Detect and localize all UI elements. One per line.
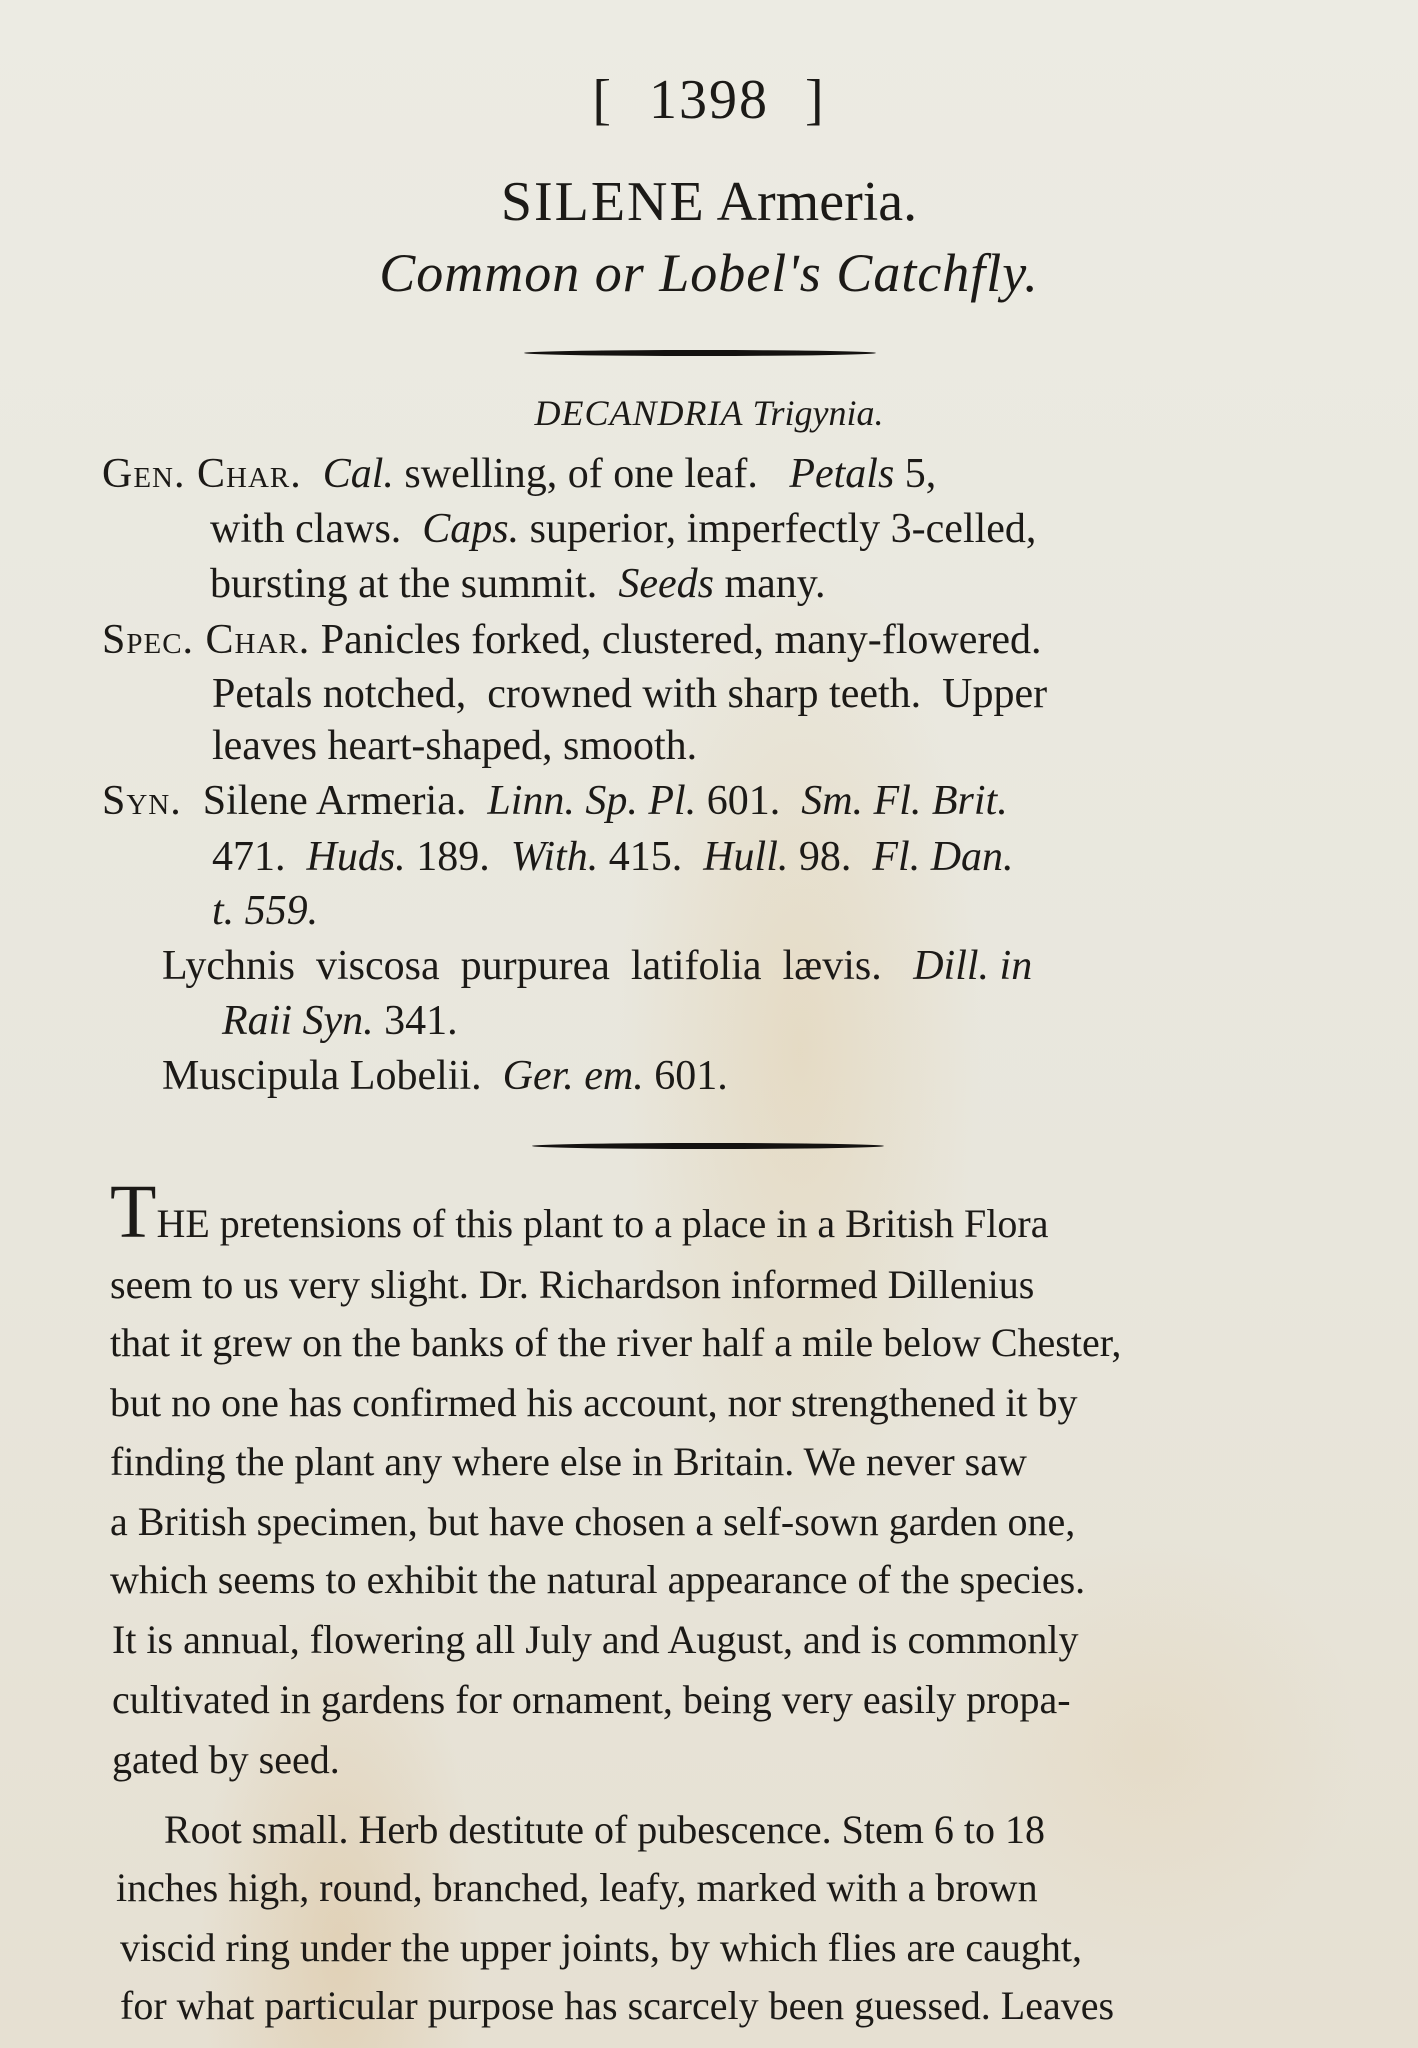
gen-char-label: Gen. Char.	[102, 451, 302, 497]
order-name: Trigynia.	[752, 393, 884, 433]
synonym-line-3: t. 559.	[212, 888, 319, 934]
description-p1-line-5: finding the plant any where else in Britain. We never saw	[110, 1439, 1027, 1484]
description-p2-line-4: for what particular purpose has scarcely been guessed. Leaves	[120, 1983, 1115, 2028]
description-p1-line-8: It is annual, flowering all July and August, and is commonly	[112, 1617, 1079, 1662]
plate-number-header	[0, 68, 1418, 132]
description-p1-line-3: that it grew on the banks of the river half a mile below Chester,	[110, 1320, 1122, 1365]
syn-label: Syn.	[102, 778, 182, 824]
synonym-lychnis-line-1: Lychnis viscosa purpurea latifolia lævis. Dill. in	[162, 943, 1033, 989]
linnaean-classification	[0, 392, 1418, 434]
gen-char-text: Cal. swelling, of one leaf. Petals 5,	[322, 451, 937, 497]
synonym-line-1	[102, 775, 1008, 828]
spec-char-label: Spec. Char.	[102, 617, 311, 663]
syn-text: Silene Armeria. Linn. Sp. Pl. 601. Sm. Fl. Brit.	[202, 778, 1008, 824]
species-title	[0, 170, 1418, 234]
open-bracket: [	[592, 69, 613, 131]
description-p1-line-1: THE pretensions of this plant to a place in a British Flora	[110, 1170, 1049, 1254]
spec-char-text: Panicles forked, clustered, many-flowered.	[320, 617, 1042, 663]
description-p1-line-7: which seems to exhibit the natural appearance of the species.	[110, 1557, 1086, 1602]
description-p1-line-2: seem to us very slight. Dr. Richardson informed Dillenius	[110, 1262, 1035, 1307]
description-p1-line-4: but no one has confirmed his account, nor strengthened it by	[110, 1380, 1078, 1425]
ornamental-rule-top	[524, 350, 876, 356]
specific-character-line-2: Petals notched, crowned with sharp teeth. Upper	[212, 671, 1048, 717]
description-p2-line-3: viscid ring under the upper joints, by which flies are caught,	[120, 1925, 1082, 1970]
ornamental-rule-bottom	[532, 1143, 884, 1149]
description-p1-line-9: cultivated in gardens for ornament, being very easily propa-	[112, 1677, 1071, 1722]
genus-name: SILENE	[500, 171, 706, 233]
description-p2-line-1: Root small. Herb destitute of pubescence. Stem 6 to 18	[164, 1807, 1045, 1852]
class-name: DECANDRIA	[534, 393, 744, 433]
synonym-muscipula: Muscipula Lobelii. Ger. em. 601.	[162, 1053, 728, 1099]
specific-character-line-3: leaves heart-shaped, smooth.	[212, 723, 698, 769]
generic-character-line-2: with claws. Caps. superior, imperfectly 3-celled,	[210, 506, 1037, 552]
description-p2-line-2: inches high, round, branched, leafy, marked with a brown	[116, 1865, 1038, 1910]
specific-character-line-1	[102, 614, 1042, 667]
common-name: Common or Lobel's Catchfly.	[379, 243, 1039, 303]
close-bracket: ]	[805, 69, 826, 131]
drop-cap: T	[110, 1170, 157, 1254]
species-epithet: Armeria.	[716, 171, 918, 233]
plate-number: 1398	[649, 69, 769, 131]
description-p1-line-10: gated by seed.	[112, 1737, 340, 1782]
synonym-line-2: 471. Huds. 189. With. 415. Hull. 98. Fl. Dan.	[212, 834, 1014, 880]
description-p1-line-6: a British specimen, but have chosen a self-sown garden one,	[110, 1499, 1076, 1544]
generic-character-line-3: bursting at the summit. Seeds many.	[210, 561, 826, 607]
synonym-lychnis-line-2: Raii Syn. 341.	[222, 998, 458, 1044]
generic-character-line-1	[102, 448, 936, 501]
